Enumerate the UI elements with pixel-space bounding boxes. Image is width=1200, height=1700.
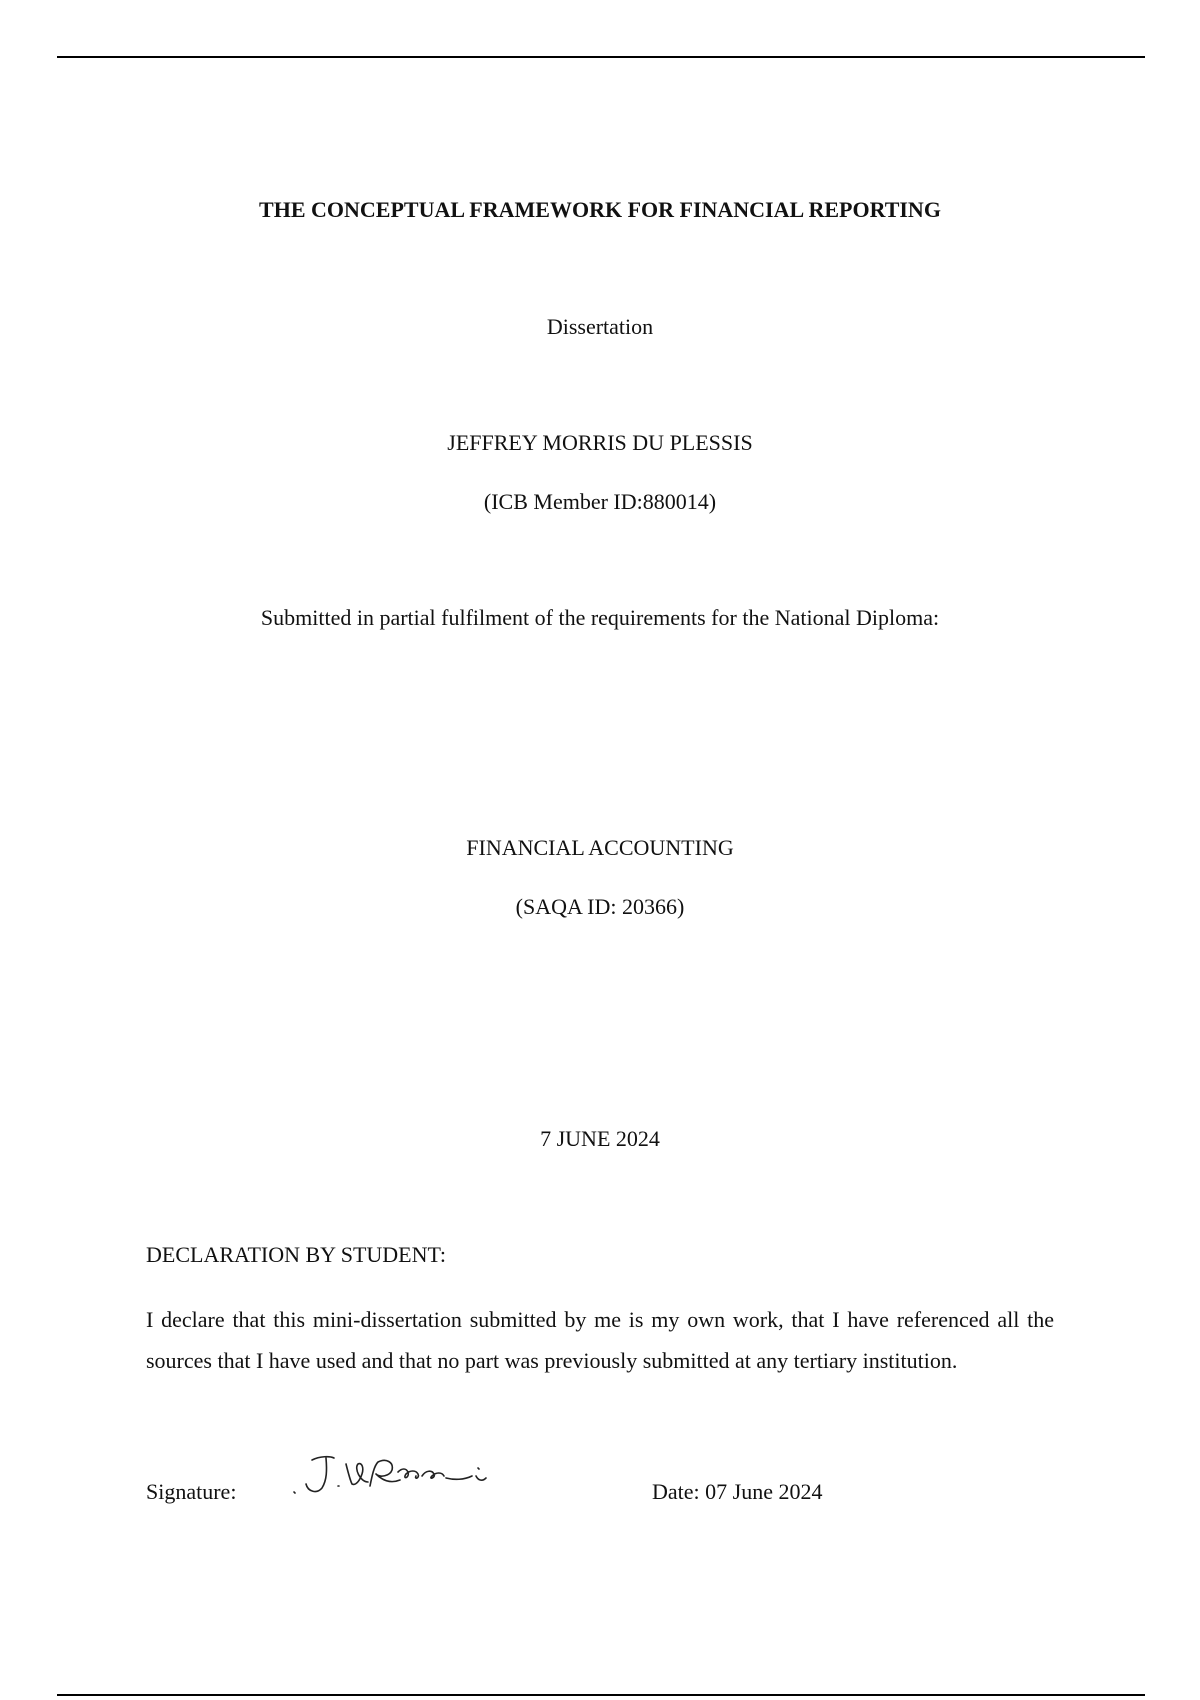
saqa-id: (SAQA ID: 20366) <box>515 894 685 919</box>
signature-label: Signature: <box>146 1479 237 1504</box>
bottom-rule <box>57 1694 1145 1696</box>
document-title: THE CONCEPTUAL FRAMEWORK FOR FINANCIAL REPORTING <box>259 197 941 222</box>
handwritten-signature <box>290 1446 510 1506</box>
declaration-heading: DECLARATION BY STUDENT: <box>146 1242 446 1267</box>
submission-statement: Submitted in partial fulfilment of the requirements for the National Diploma: <box>260 605 940 630</box>
top-rule <box>57 56 1145 58</box>
declaration-date: Date: 07 June 2024 <box>652 1479 823 1504</box>
document-type: Dissertation <box>546 314 654 339</box>
member-id: (ICB Member ID:880014) <box>483 489 717 514</box>
declaration-body: I declare that this mini-dissertation submitted by me is my own work, that I have referenced all the sources that I have used and that no part was previously submitted at any tertiary institution. <box>146 1307 1054 1373</box>
author-name: JEFFREY MORRIS DU PLESSIS <box>447 430 753 455</box>
document-date: 7 JUNE 2024 <box>540 1126 660 1151</box>
qualification-name: FINANCIAL ACCOUNTING <box>466 835 734 860</box>
signature-row <box>0 1478 1200 1518</box>
